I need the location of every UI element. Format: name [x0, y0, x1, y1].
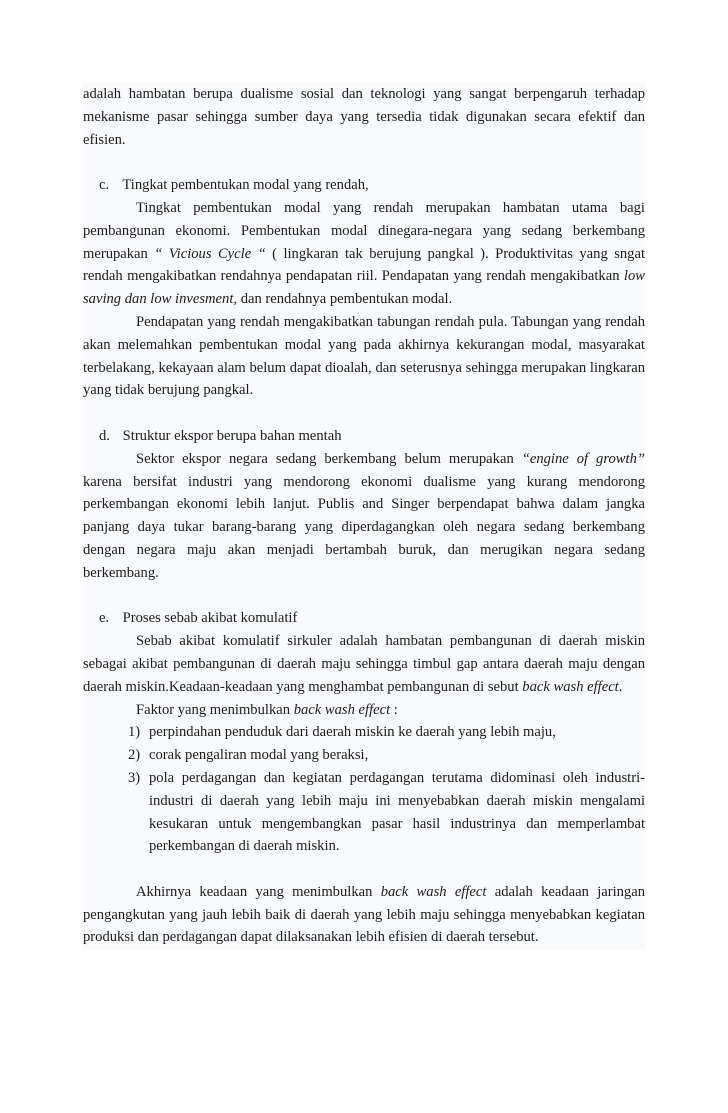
factor-list: [83, 721, 645, 858]
section-e-letter: e.: [99, 610, 110, 627]
text-run: Sektor ekspor negara sedang berkembang belum merupakan: [136, 450, 514, 467]
section-d-paragraph-1: [83, 448, 645, 585]
section-e-paragraph-1: [83, 630, 645, 698]
section-d-heading: [83, 425, 645, 448]
text-run: Akhirnya keadaan yang menimbulkan: [136, 883, 373, 900]
text-run: Faktor yang menimbulkan: [136, 701, 291, 718]
list-item-text: perpindahan penduduk dari daerah miskin ke daerah yang lebih maju,: [149, 724, 556, 741]
text-run: ( lingkaran tak berujung pangkal ). Produktivitas yang sngat rendah mengakibatkan rendahnya pendapatan riil. Pendapatan yang rendah mengakibatkan: [83, 245, 645, 285]
italic-term: “ Vicious Cycle “: [154, 245, 266, 262]
spacer: [83, 858, 645, 881]
text-run: karena bersifat industri yang mendorong ekonomi dualisme yang kurang mendorong perkembangan ekonomi lebih lanjut. Publis and Singer berpendapat bahwa dalam jangka panjang daya tukar barang-barang yang diperdagangkan oleh negara sedang berkembang dengan negara maju akan menjadi bertambah buruk, dan merugikan negara sedang berkembang.: [83, 473, 645, 581]
spacer: [83, 585, 645, 608]
list-number: 1): [128, 724, 141, 741]
text-run: :: [393, 701, 398, 718]
spacer: [83, 402, 645, 425]
section-c-heading: [83, 174, 645, 197]
list-item-text: pola perdagangan dan kegiatan perdagangan terutama didominasi oleh industri-industri di daerah yang lebih maju ini menyebabkan daerah miskin mengalami kesukaran untuk mengembangkan pasar hasil industrinya dan memperlambat perkembangan di daerah miskin.: [149, 769, 645, 855]
closing-paragraph: [83, 881, 645, 949]
italic-term: back wash effect: [293, 701, 391, 718]
section-e-paragraph-2: [83, 699, 645, 722]
list-number: 3): [128, 769, 141, 786]
intro-paragraph: adalah hambatan berupa dualisme sosial dan teknologi yang sangat berpengaruh terhadap mekanisme pasar sehingga sumber daya yang tersedia tidak digunakan secara efektif dan efisien.: [83, 86, 645, 148]
spacer: [83, 151, 645, 174]
section-c-paragraph-1: [83, 197, 645, 311]
section-c-letter: c.: [99, 177, 110, 194]
section-c-paragraph-2: Pendapatan yang rendah mengakibatkan tabungan rendah pula. Tabungan yang rendah akan melemahkan pembentukan modal yang pada akhirnya kekurangan modal, masyarakat terbelakang, kekayaan alam belum dapat dioalah, dan seterusnya sehingga merupakan lingkaran yang tidak berujung pangkal.: [83, 313, 645, 399]
document-page: [83, 83, 645, 949]
section-c-title: Tingkat pembentukan modal yang rendah,: [122, 177, 369, 194]
text-run: adalah keadaan jaringan pengangkutan yang jauh lebih baik di daerah yang lebih maju sehingga menyebabkan kegiatan produksi dan perdagangan dapat dilaksanakan lebih efisien di daerah tersebut.: [83, 883, 646, 946]
text-run: Sebab akibat komulatif sirkuler adalah hambatan pembangunan di daerah miskin sebagai akibat pembangunan di daerah maju sehingga timbul gap antara daerah maju dengan daerah miskin.Keadaan-keadaan yang menghambat pembangunan di sebut: [83, 633, 645, 695]
list-item: [128, 744, 645, 767]
text-run: Tingkat pembentukan modal yang rendah merupakan hambatan utama bagi pembangunan ekonomi. Pembentukan modal dinegara-negara yang sedang berkembang merupakan: [83, 199, 645, 262]
list-number: 2): [128, 747, 141, 764]
list-item: [128, 767, 645, 858]
list-item: [128, 721, 645, 744]
italic-term: “engine of growth”: [521, 450, 645, 467]
text-run: dan rendahnya pembentukan modal.: [240, 291, 453, 308]
italic-term: low saving dan low invesment,: [83, 268, 645, 308]
italic-term: back wash effect: [380, 883, 487, 900]
section-e-heading: [83, 607, 645, 630]
text-run: .: [618, 678, 623, 695]
section-d-letter: d.: [99, 427, 110, 444]
italic-term: back wash effect: [522, 678, 619, 695]
section-e-title: Proses sebab akibat komulatif: [122, 610, 298, 627]
list-item-text: corak pengaliran modal yang beraksi,: [149, 747, 369, 764]
section-d-title: Struktur ekspor berupa bahan mentah: [122, 427, 342, 444]
